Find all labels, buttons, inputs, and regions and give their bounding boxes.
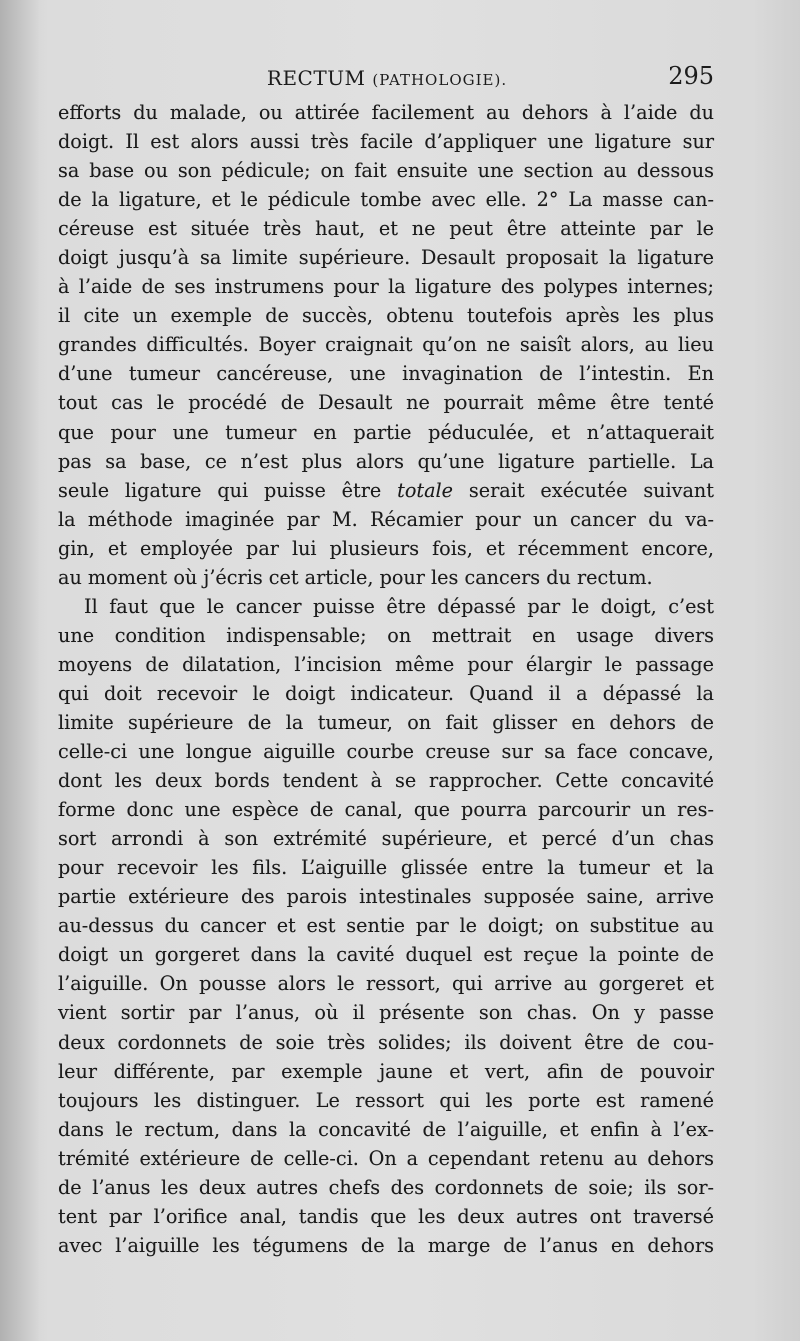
- running-title: [60, 66, 714, 90]
- text-line: moyens de dilatation, l’incision même pour élargir le passage: [58, 652, 714, 676]
- text-line: efforts du malade, ou attirée facilement au dehors à l’aide du: [58, 101, 714, 124]
- text-line: tent par l’orifice anal, tandis que les deux autres ont traversé: [58, 1204, 714, 1228]
- text-line: deux cordonnets de soie très solides; ils doivent être de cou-: [58, 1030, 714, 1054]
- text-line: grandes difficultés. Boyer craignait qu’on ne saisît alors, au lieu: [58, 333, 714, 357]
- title-main: RECTUM: [266, 66, 366, 90]
- text-line: l’aiguille. On pousse alors le ressort, qui arrive au gorgeret et: [58, 972, 714, 996]
- text-line: au-dessus du cancer et est sentie par le doigt; on substitue au: [58, 914, 714, 938]
- text-line: il cite un exemple de succès, obtenu toutefois après les plus: [58, 304, 714, 328]
- text-line: doigt jusqu’à sa limite supérieure. Desault proposait la ligature: [58, 246, 714, 270]
- text-line: de la ligature, et le pédicule tombe avec elle. 2° La masse can-: [58, 188, 714, 212]
- text-line: sa base ou son pédicule; on fait ensuite une section au dessous: [58, 159, 714, 183]
- text-line: leur différente, par exemple jaune et vert, afin de pouvoir: [58, 1059, 714, 1083]
- text-line: partie extérieure des parois intestinales supposée saine, arrive: [58, 885, 714, 909]
- text-line: une condition indispensable; on mettrait en usage divers: [58, 623, 714, 647]
- text-segment: seule ligature qui puisse être: [58, 478, 398, 502]
- paragraph-end-line: au moment où j’écris cet article, pour les cancers du rectum.: [58, 565, 653, 589]
- text-line: avec l’aiguille les tégumens de la marge de l’anus en dehors: [58, 1233, 714, 1257]
- text-line: forme donc une espèce de canal, que pourra parcourir un res-: [58, 798, 714, 822]
- text-line: trémité extérieure de celle-ci. On a cependant retenu au dehors: [58, 1146, 714, 1170]
- text-line: tout cas le procédé de Desault ne pourrait même être tenté: [58, 391, 714, 415]
- italic-word: totale: [397, 478, 454, 502]
- text-line: dont les deux bords tendent à se rapprocher. Cette concavité: [58, 769, 714, 793]
- text-segment: serait exécutée suivant: [453, 478, 715, 502]
- text-line: toujours les distinguer. Le ressort qui les porte est ramené: [58, 1088, 714, 1112]
- text-line: céreuse est située très haut, et ne peut être atteinte par le: [58, 217, 714, 241]
- text-line: pour recevoir les fils. L’aiguille glissée entre la tumeur et la: [58, 856, 714, 880]
- text-line: qui doit recevoir le doigt indicateur. Quand il a dépassé la: [58, 681, 714, 705]
- body-text: [58, 98, 714, 1260]
- text-line: que pour une tumeur en partie péduculée, et n’attaquerait: [58, 420, 714, 444]
- running-header: [60, 58, 714, 94]
- paragraph-start-line: Il faut que le cancer puisse être dépassé par le doigt, c’est: [84, 594, 714, 618]
- text-line: celle-ci une longue aiguille courbe creuse sur sa face concave,: [58, 740, 714, 764]
- page-number: 295: [668, 62, 714, 90]
- text-line: dans le rectum, dans la concavité de l’aiguille, et enfin à l’ex-: [58, 1117, 714, 1141]
- page-gutter-shadow: [0, 0, 40, 1341]
- text-line: à l’aide de ses instrumens pour la ligature des polypes internes;: [58, 275, 714, 299]
- text-line: sort arrondi à son extrémité supérieure, et percé d’un chas: [58, 827, 714, 851]
- text-line: doigt. Il est alors aussi très facile d’appliquer une ligature sur: [58, 130, 714, 154]
- text-line: vient sortir par l’anus, où il présente son chas. On y passe: [58, 1001, 714, 1025]
- text-line-with-italic: [58, 476, 714, 505]
- text-line: la méthode imaginée par M. Récamier pour un cancer du va-: [58, 507, 714, 531]
- text-line: pas sa base, ce n’est plus alors qu’une ligature partielle. La: [58, 449, 714, 473]
- title-sub: (PATHOLOGIE).: [372, 71, 508, 89]
- text-line: limite supérieure de la tumeur, on fait glisser en dehors de: [58, 710, 714, 734]
- text-line: doigt un gorgeret dans la cavité duquel est reçue la pointe de: [58, 943, 714, 967]
- text-line: gin, et employée par lui plusieurs fois, et récemment encore,: [58, 536, 714, 560]
- text-line: d’une tumeur cancéreuse, une invagination de l’intestin. En: [58, 362, 714, 386]
- text-line: de l’anus les deux autres chefs des cordonnets de soie; ils sor-: [58, 1175, 714, 1199]
